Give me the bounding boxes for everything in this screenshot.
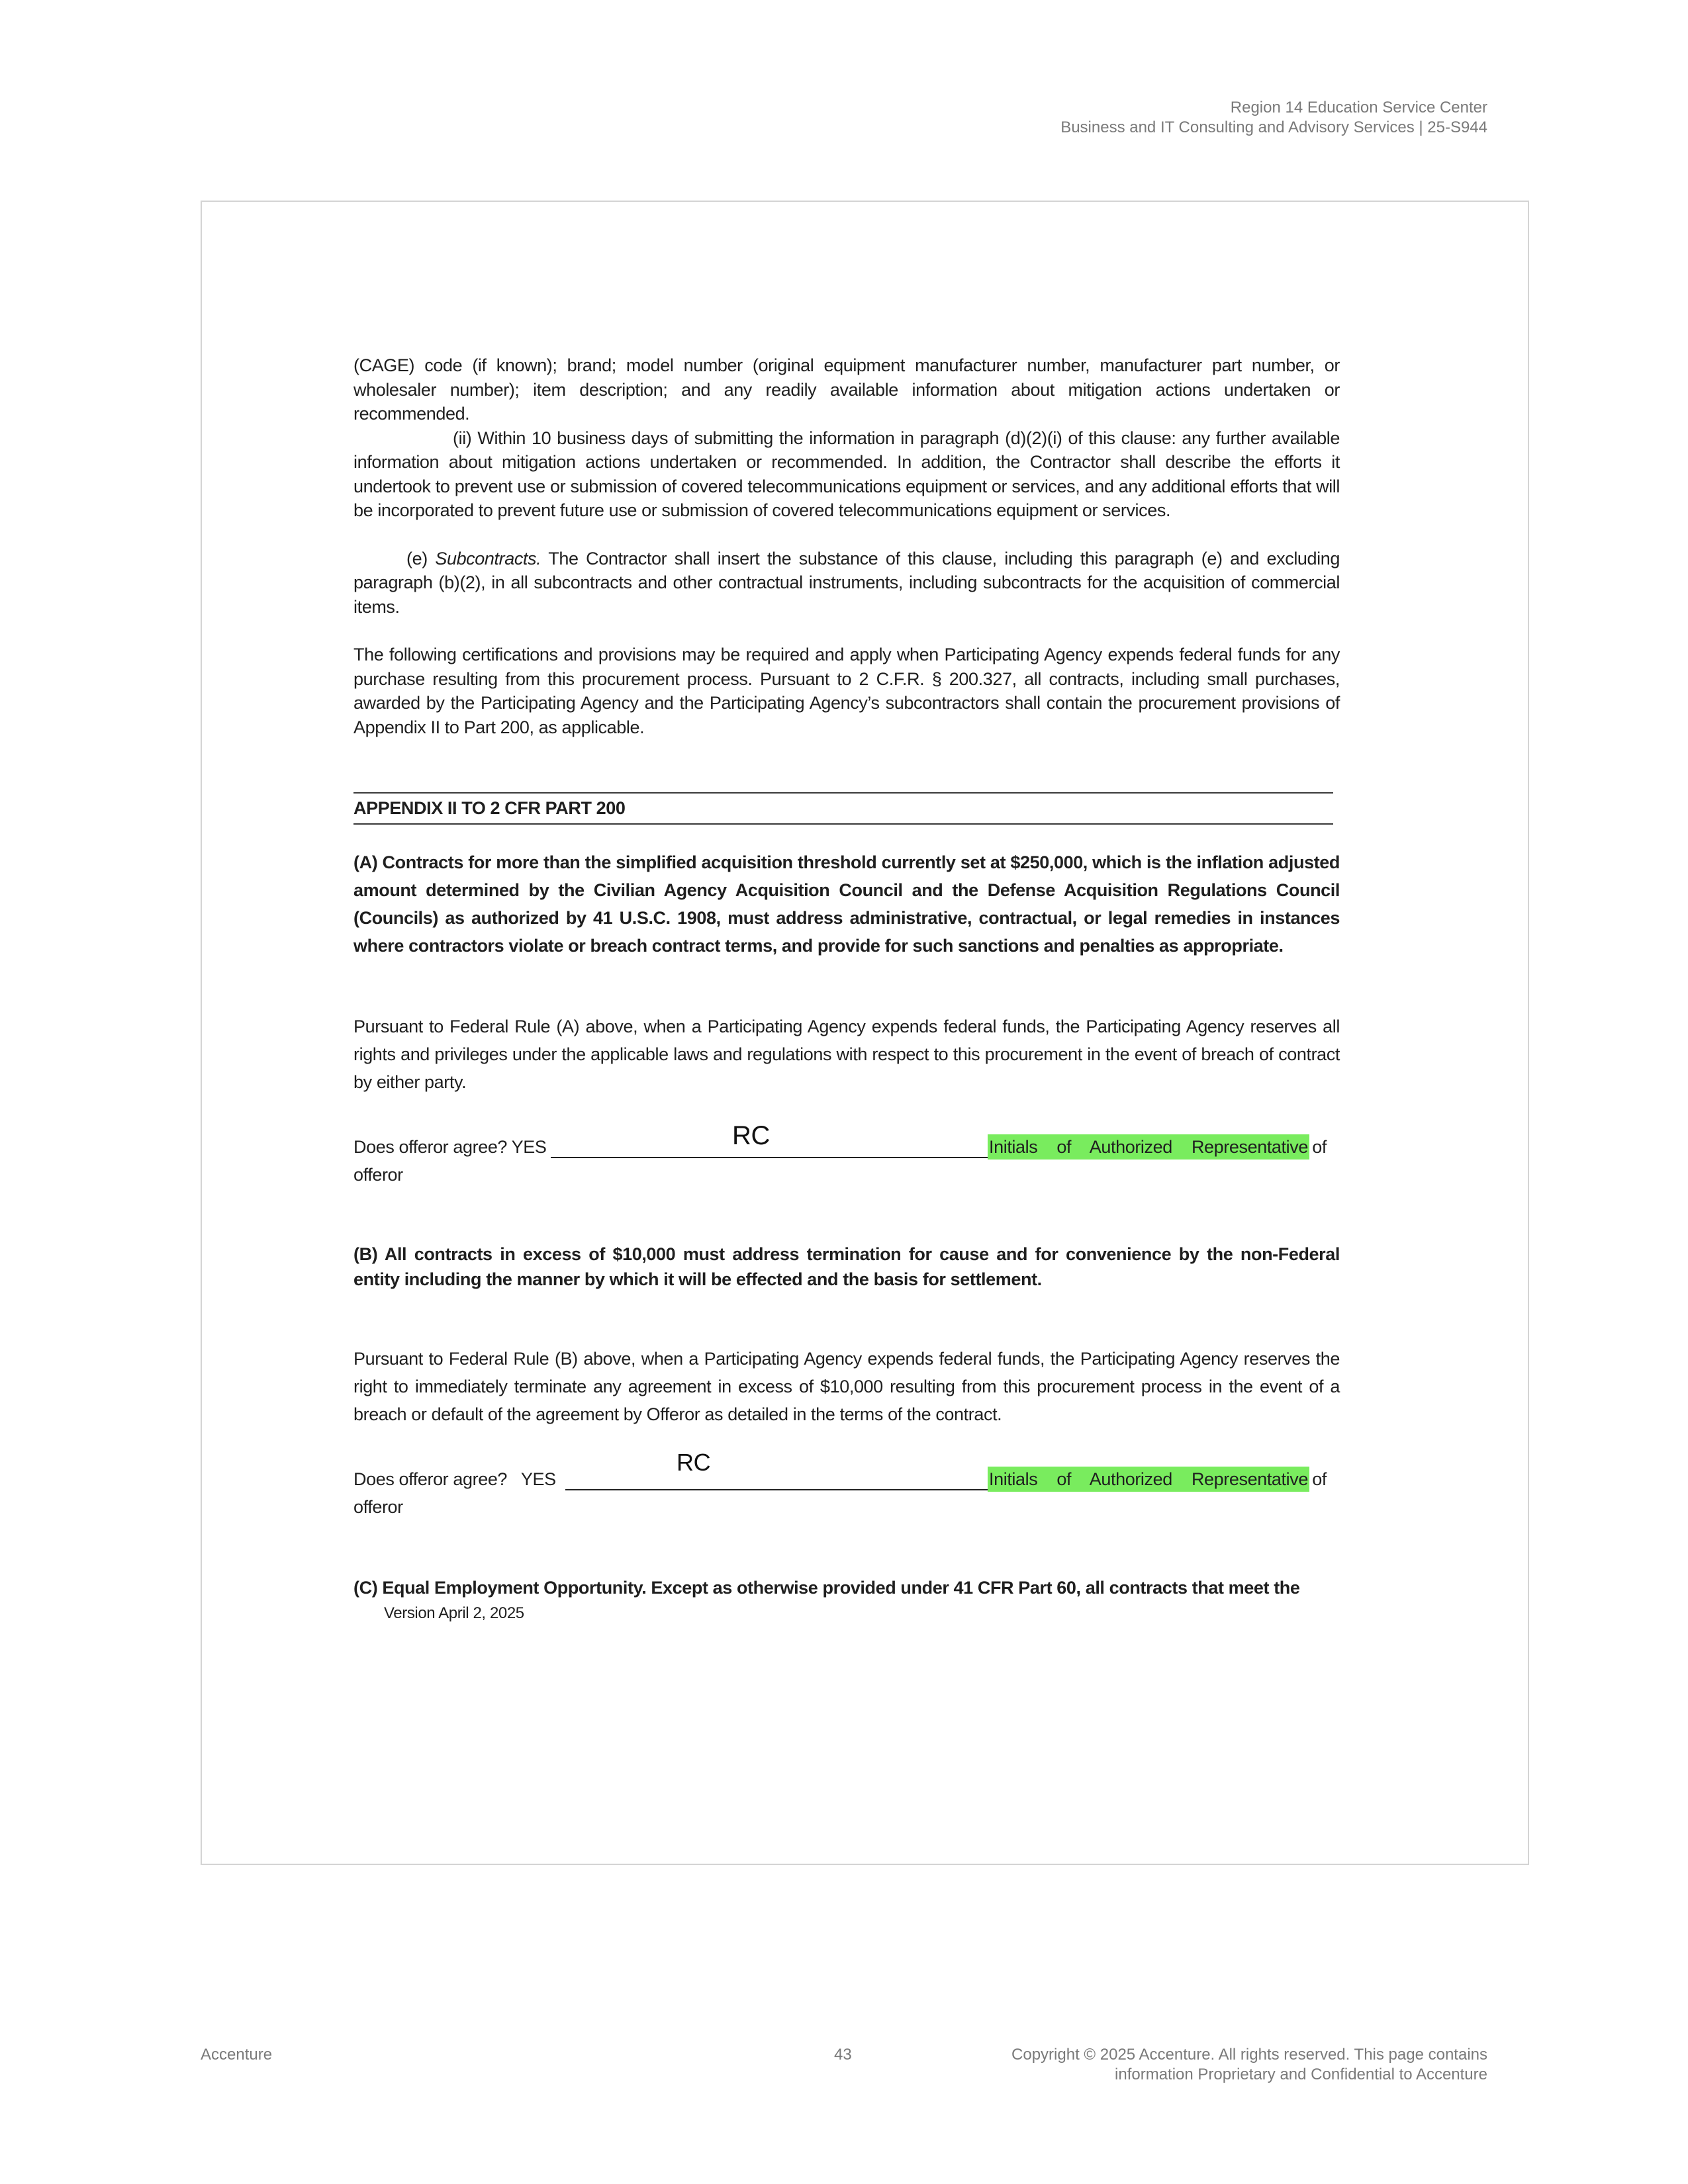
- header-organization: Region 14 Education Service Center: [1230, 99, 1487, 116]
- rule-b-heading: (B) All contracts in excess of $10,000 must address termination for cause and for convenience by the non-Federal entity including the manner by which it will be effected and the basis for settlement.: [353, 1244, 1340, 1289]
- rule-c-heading: (C) Equal Employment Opportunity. Except as otherwise provided under 41 CFR Part 60, all contracts that meet the: [353, 1577, 1300, 1598]
- version-footer: Version April 2, 2025: [384, 1604, 524, 1622]
- initials-label-highlight: Initials of Authorized Representative: [988, 1134, 1309, 1160]
- paragraph-subcontracts: [353, 547, 1340, 619]
- offeror-text: offeror: [353, 1164, 403, 1185]
- copyright-line-1: Copyright © 2025 Accenture. All rights reserved. This page contains: [1011, 2046, 1487, 2064]
- initials-label-highlight: Initials of Authorized Representative: [988, 1467, 1309, 1492]
- handwritten-initials: RC: [677, 1448, 711, 1476]
- footer-copyright: [1011, 2045, 1487, 2085]
- of-text: of: [1312, 1469, 1327, 1489]
- subcontracts-text: The Contractor shall insert the substance of this clause, including this paragraph (e) and excluding paragraph (b)(2), in all subcontracts and other contractual instruments, including subcontracts for the acquisition of commercial items.: [353, 548, 1340, 617]
- agree-label: Does offeror agree? YES: [353, 1136, 547, 1157]
- rule-a-text: Pursuant to Federal Rule (A) above, when a Participating Agency expends federal funds, the Participating Agency reserves all rights and privileges under the applicable laws and regulations with respect to this procurement in the event of breach of contract by either party.: [353, 1016, 1340, 1092]
- rule-b-text: Pursuant to Federal Rule (B) above, when a Participating Agency expends federal funds, the Participating Agency reserves the right to immediately terminate any agreement in excess of $10,000 resulting from this procurement process in the event of a breach or default of the agreement by Offeror as detailed in the terms of the contract.: [353, 1348, 1340, 1424]
- offeror-text: offeror: [353, 1496, 403, 1517]
- appendix-title: APPENDIX II TO 2 CFR PART 200: [353, 798, 626, 818]
- paragraph-cage-code: (CAGE) code (if known); brand; model number (original equipment manufacturer number, manufacturer part number, or wholesaler number); item description; and any readily available information about mitigation actions undertaken or recommended.: [353, 355, 1340, 424]
- paragraph-mitigation: (ii) Within 10 business days of submitting the information in paragraph (d)(2)(i) of this clause: any further available information about mitigation actions undertaken or recommended. In addition, the Contractor shall describe the efforts it undertook to prevent use or submission of covered telecommunications equipment or services, and any additional efforts that will be incorporated to prevent future use or submission of covered telecommunications equipment or services.: [353, 428, 1340, 520]
- agree-row-a: [353, 1120, 1333, 1161]
- header-project: Business and IT Consulting and Advisory Services | 25-S944: [1060, 118, 1487, 136]
- footer-company: Accenture: [201, 2046, 273, 2064]
- rule-a-heading: (A) Contracts for more than the simplified acquisition threshold currently set at $250,000, which is the inflation adjusted amount determined by the Civilian Agency Acquisition Council and the Defense Acquisition Regulations Council (Councils) as authorized by 41 U.S.C. 1908, must address administrative, contractual, or legal remedies in instances where contractors violate or breach contract terms, and provide for such sanctions and penalties as appropriate.: [353, 852, 1340, 956]
- of-text: of: [1312, 1136, 1327, 1157]
- page-header: [1060, 98, 1487, 138]
- subcontracts-term: Subcontracts.: [435, 548, 541, 569]
- paragraph-certifications: The following certifications and provisions may be required and apply when Participating Agency expends federal funds for any purchase resulting from this procurement process. Pursuant to 2 C.F.R. § 200.327, all contracts, including small purchases, awarded by the Participating Agency and the Participating Agency’s subcontractors shall contain the procurement provisions of Appendix II to Part 200, as applicable.: [353, 645, 1340, 737]
- agree-label: Does offeror agree? YES: [353, 1469, 556, 1489]
- page-number: 43: [834, 2046, 852, 2064]
- signature-line[interactable]: [551, 1157, 988, 1158]
- handwritten-initials: RC: [732, 1120, 770, 1150]
- subcontracts-prefix: (e): [406, 548, 436, 569]
- scanned-document-content: [353, 353, 1340, 1625]
- signature-line[interactable]: [565, 1489, 988, 1490]
- agree-row-b: [353, 1448, 1333, 1493]
- copyright-line-2: information Proprietary and Confidential to Accenture: [1115, 2066, 1487, 2083]
